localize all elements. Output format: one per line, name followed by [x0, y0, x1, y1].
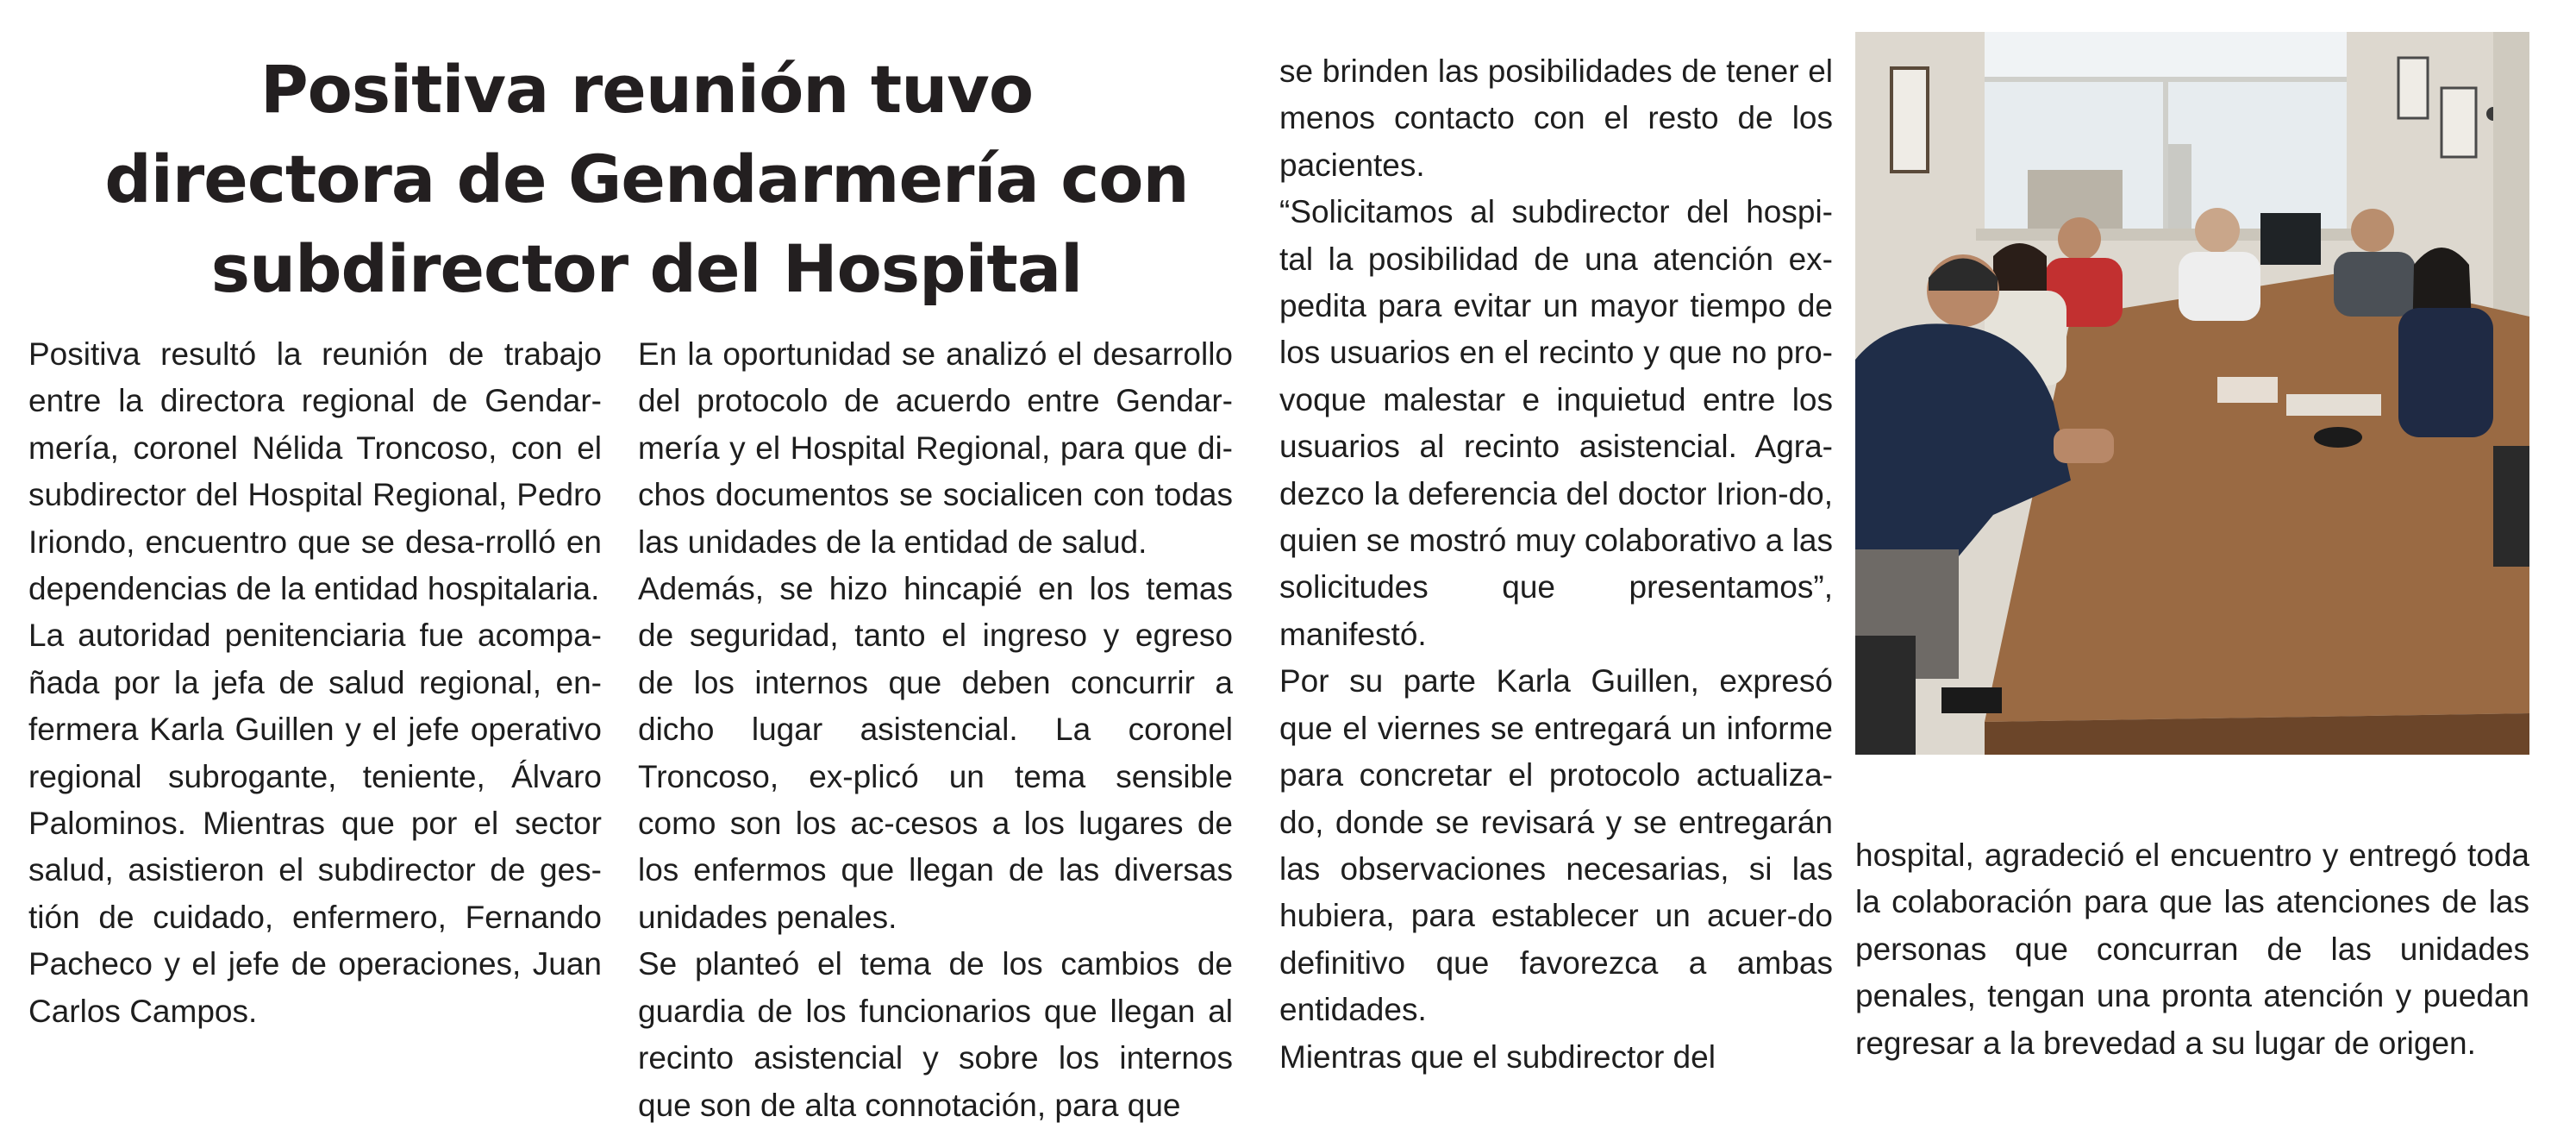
paragraph: Se planteó el tema de los cambios de guardia de los funcionarios que llegan al recinto asistencial y sobre los internos que son de alta connotación, para que	[638, 946, 1233, 1123]
paragraph: Además, se hizo hincapié en los temas de seguridad, tanto el ingreso y egreso de los internos que deben concurrir a dicho lugar asistencial. La coronel Troncoso, ex-plicó un tema sensible como son los ac-cesos a los lugares de los enfermos que llegan de las diversas unidades penales.	[638, 571, 1233, 935]
article-headline: Positiva reunión tuvo directora de Gendarmería con subdirector del Hospital	[104, 51, 1189, 307]
paragraph: hospital, agradeció el encuentro y entregó toda la colaboración para que las atenciones de las personas que concurran de las unidades penales, tengan una pronta atención y puedan regresar a la brevedad a su lugar de origen.	[1855, 837, 2529, 1061]
text-column-4	[1855, 832, 2529, 1067]
text-column-3	[1279, 48, 1833, 1081]
paragraph: Mientras que el subdirector del	[1279, 1038, 1716, 1075]
meeting-photo	[1855, 32, 2529, 755]
paragraph: La autoridad penitenciaria fue acompa-ñada por la jefa de salud regional, en-fermera Karla Guillen y el jefe operativo regional subrogante, teniente, Álvaro Palominos. Mientras que por el sector salud, asistieron el subdirector de ges-tión de cuidado, enfermero, Fernando Pacheco y el jefe de operaciones, Juan Carlos Campos.	[28, 618, 602, 1029]
paragraph: “Solicitamos al subdirector del hospi-tal la posibilidad de una atención ex-pedita para evitar un mayor tiempo de los usuarios en el recinto y que no pro-voque malestar e inquietud entre los usuarios al recinto asistencial. Agra-dezco la deferencia del doctor Irion-do, quien se mostró muy colaborativo a las solicitudes que presentamos”, manifestó.	[1279, 194, 1833, 652]
paragraph: se brinden las posibilidades de tener el menos contacto con el resto de los pacientes.	[1279, 53, 1833, 183]
text-column-1	[28, 331, 602, 1035]
paragraph: Por su parte Karla Guillen, expresó que el viernes se entregará un informe para concretar el protocolo actualiza-do, donde se revisará y se entregarán las observaciones necesarias, si las hubiera, para establecer un acuer-do definitivo que favorezca a ambas entidades.	[1279, 663, 1833, 1028]
text-column-2	[638, 331, 1233, 1129]
meeting-photo-illustration	[1855, 32, 2529, 755]
paragraph: En la oportunidad se analizó el desarrollo del protocolo de acuerdo entre Gendar-mería y el Hospital Regional, para que di-chos documentos se socialicen con todas las unidades de la entidad de salud.	[638, 336, 1233, 560]
paragraph: Positiva resultó la reunión de trabajo entre la directora regional de Gendar-mería, coronel Nélida Troncoso, con el subdirector del Hospital Regional, Pedro Iriondo, encuentro que se desa-rrolló en dependencias de la entidad hospitalaria.	[28, 336, 602, 607]
